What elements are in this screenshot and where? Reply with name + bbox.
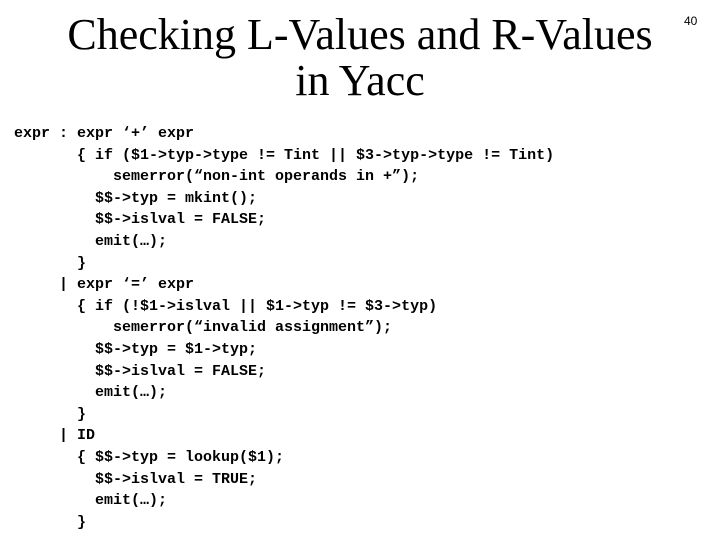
- slide-title-line-2: in Yacc: [295, 56, 425, 105]
- code-line: expr : expr ‘+’ expr: [14, 125, 195, 142]
- code-line: | expr ‘=’ expr: [14, 276, 195, 294]
- slide-title: [40, 12, 680, 104]
- code-line: { if (!$1->islval || $1->typ != $3->typ): [14, 297, 438, 315]
- code-line: emit(…);: [14, 384, 168, 402]
- slide-title-line-1: Checking L-Values and R-Values: [67, 10, 653, 59]
- page-number: 40: [684, 14, 698, 28]
- code-line: emit(…);: [14, 232, 168, 250]
- code-line: }: [14, 254, 87, 272]
- code-line: $$->islval = TRUE;: [14, 470, 258, 488]
- code-line: semerror(“non-int operands in +”);: [14, 168, 420, 186]
- code-line: $$->typ = mkint();: [14, 189, 258, 207]
- code-line: $$->islval = FALSE;: [14, 362, 267, 380]
- code-line: { if ($1->typ->type != Tint || $3->typ->type != Tint): [14, 146, 555, 164]
- code-line: }: [14, 405, 87, 423]
- code-line: { $$->typ = lookup($1);: [14, 448, 285, 466]
- code-block: [14, 123, 714, 533]
- code-line: semerror(“invalid assignment”);: [14, 319, 393, 337]
- code-line: emit(…);: [14, 492, 168, 510]
- code-line: | ID: [14, 427, 96, 445]
- code-line: }: [14, 513, 87, 531]
- code-line: $$->islval = FALSE;: [14, 211, 267, 229]
- code-line: $$->typ = $1->typ;: [14, 340, 258, 358]
